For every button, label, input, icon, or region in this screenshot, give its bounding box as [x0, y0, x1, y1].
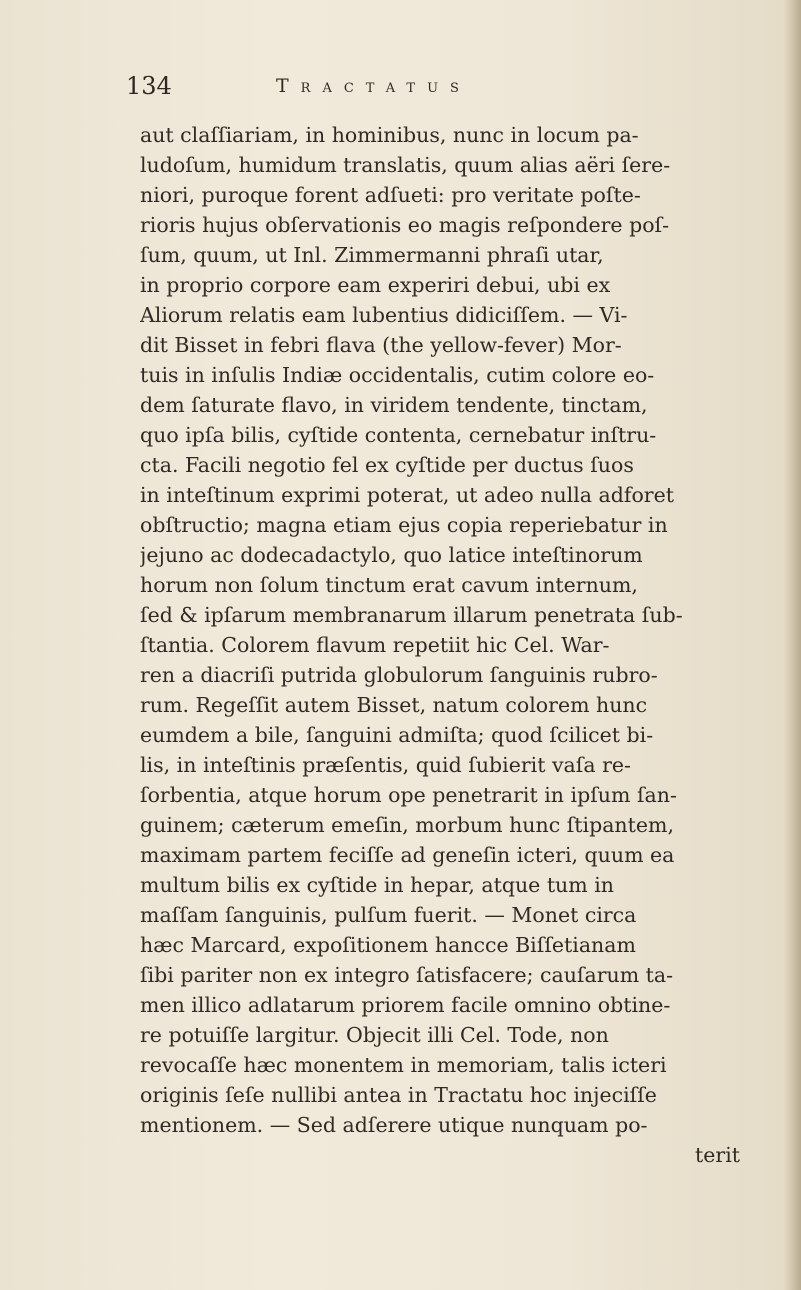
text-line: lis, in inteſtinis præſentis, quid ſubierit vaſa re-: [140, 753, 631, 777]
text-line: maſſam ſanguinis, pulſum fuerit. — Monet circa: [140, 903, 637, 927]
text-line: tuis in inſulis Indiæ occidentalis, cutim colore eo-: [140, 363, 655, 387]
text-line: in inteſtinum exprimi poterat, ut adeo nulla adforet: [140, 483, 674, 507]
text-line: multum bilis ex cyſtide in hepar, atque tum in: [140, 873, 614, 897]
text-line: maximam partem feciſſe ad geneſin icteri, quum ea: [140, 843, 675, 867]
text-line: in proprio corpore eam experiri debui, ubi ex: [140, 273, 611, 297]
catchword-line: terit: [695, 1143, 740, 1167]
text-line: Aliorum relatis eam lubentius didiciſſem. — Vi-: [140, 303, 628, 327]
text-line: rum. Regeſſit autem Bisset, natum colorem hunc: [140, 693, 648, 717]
text-line: dit Bisset in febri flava (the yellow-fever) Mor-: [140, 333, 622, 357]
text-line: niori, puroque forent adſueti: pro veritate poſte-: [140, 183, 641, 207]
page-edge-shadow: [783, 0, 801, 1290]
text-line: ſum, quum, ut Inl. Zimmermanni phraſi utar,: [140, 243, 604, 267]
text-line: quo ipſa bilis, cyſtide contenta, cernebatur inſtru-: [140, 423, 657, 447]
text-line: ren a diacriſi putrida globulorum ſanguinis rubro-: [140, 663, 658, 687]
text-line: revocaſſe hæc monentem in memoriam, talis icteri: [140, 1053, 667, 1077]
text-line: dem ſaturate flavo, in viridem tendente, tinctam,: [140, 393, 648, 417]
text-line: ſorbentia, atque horum ope penetrarit in ipſum ſan-: [140, 783, 677, 807]
text-line: jejuno ac dodecadactylo, quo latice inteſtinorum: [140, 543, 643, 567]
text-line: cta. Facili negotio fel ex cyſtide per ductus ſuos: [140, 453, 634, 477]
text-line: ſtantia. Colorem flavum repetiit hic Cel. War-: [140, 633, 610, 657]
page-header: [126, 68, 766, 104]
running-title: Tractatus: [276, 75, 471, 97]
text-line: horum non ſolum tinctum erat cavum internum,: [140, 573, 638, 597]
text-line: mentionem. — Sed adſerere utique nunquam po-: [140, 1113, 648, 1137]
text-line: aut claſſiariam, in hominibus, nunc in locum pa-: [140, 123, 639, 147]
text-line: obſtructio; magna etiam ejus copia reperiebatur in: [140, 513, 668, 537]
text-line: eumdem a bile, ſanguini admiſta; quod ſcilicet bi-: [140, 723, 654, 747]
text-line: ſibi pariter non ex integro ſatisfacere; cauſarum ta-: [140, 963, 674, 987]
text-line: re potuiſſe largitur. Objecit illi Cel. Tode, non: [140, 1023, 609, 1047]
text-line: ſed & ipſarum membranarum illarum penetrata ſub-: [140, 603, 683, 627]
page-number: 134: [126, 72, 172, 100]
text-line: men illico adlatarum priorem facile omnino obtine-: [140, 993, 671, 1017]
text-line: rioris hujus obſervationis eo magis reſpondere poſ-: [140, 213, 670, 237]
text-line: originis ſeſe nullibi antea in Tractatu hoc injeciſſe: [140, 1083, 657, 1107]
text-line: guinem; cæterum emeſin, morbum hunc ſtipantem,: [140, 813, 674, 837]
text-line: ludoſum, humidum translatis, quum alias aëri ſere-: [140, 153, 671, 177]
body-text: [140, 120, 760, 1170]
text-line: hæc Marcard, expoſitionem hancce Biſſetianam: [140, 933, 636, 957]
